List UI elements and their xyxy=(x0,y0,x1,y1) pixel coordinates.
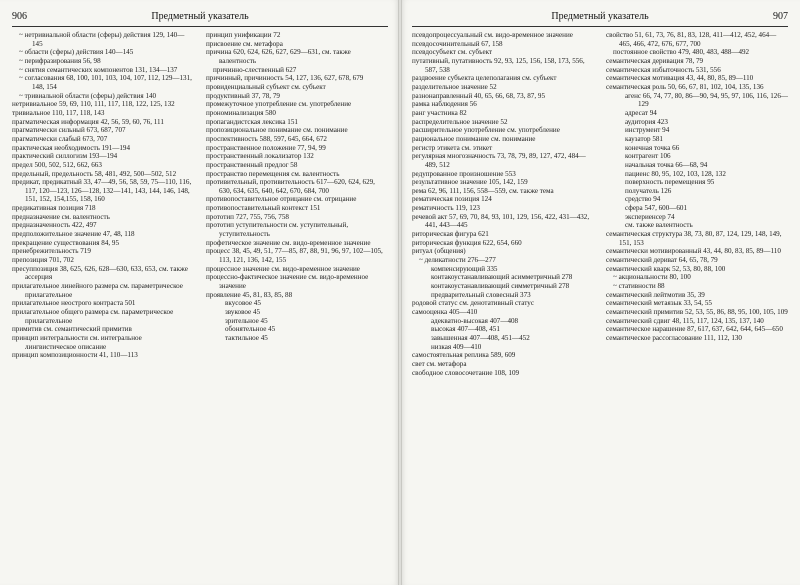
index-entry: поверхность перемещения 95 xyxy=(625,178,715,187)
index-entry: пространственный локализатор 132 xyxy=(206,152,314,161)
right-page-number: 907 xyxy=(773,11,788,22)
index-entry: пропозициональное понимание см. понимание xyxy=(206,126,348,135)
index-entry: прагматически слабый 673, 707 xyxy=(12,134,108,143)
index-entry: пренебрежительность 719 xyxy=(12,247,91,256)
index-entry: адресат 94 xyxy=(625,108,657,117)
index-entry: семантическая деривация 78, 79 xyxy=(606,56,704,65)
index-entry: инструмент 94 xyxy=(625,126,670,135)
index-entry: завышенная 407—408, 451—452 xyxy=(431,333,530,342)
index-entry: промежуточное употребление см. употребление xyxy=(206,100,352,109)
index-entry: ~ области (сферы) действия 140—145 xyxy=(19,48,134,57)
index-entry: предназначение см. валентность xyxy=(12,212,110,221)
index-entry: прономинализация 580 xyxy=(206,108,276,117)
index-entry: предикативная позиция 718 xyxy=(12,204,96,213)
index-entry: риторическая фигура 621 xyxy=(412,230,489,239)
index-entry: ~ стативности 88 xyxy=(613,282,665,291)
right-page-columns xyxy=(412,31,788,377)
index-entry: прототип 727, 755, 756, 758 xyxy=(206,212,289,221)
index-entry: предположительное значение 47, 48, 118 xyxy=(12,230,135,239)
index-entry: начальная точка 66—68, 94 xyxy=(625,160,708,169)
index-entry: противопоставительный контекст 151 xyxy=(206,204,321,213)
index-entry: распределительное значение 52 xyxy=(412,117,508,126)
index-entry: результативное значение 105, 142, 159 xyxy=(412,178,528,187)
index-entry: причинно-слественный 627 xyxy=(213,65,297,74)
index-entry: семантический дериват 64, 65, 78, 79 xyxy=(606,256,718,265)
index-entry: свободное словосочетание 108, 109 xyxy=(412,368,520,377)
left-column-1 xyxy=(12,31,194,360)
index-entry: ~ нетривиальной области (сферы) действия 129, 140—145 xyxy=(19,31,185,48)
index-entry: семантически мотивированный 43, 44, 80, 83, 85, 89—110 xyxy=(606,247,781,256)
index-entry: прилагательное общего размера см. параметрическое прилагательное xyxy=(12,308,174,325)
index-entry: контакоустанавливающий асимметричный 278 xyxy=(431,273,573,282)
index-entry: регистр этикета см. этикет xyxy=(412,143,493,152)
index-entry: семантический кварк 52, 53, 80, 88, 100 xyxy=(606,264,726,273)
index-entry: проспективность 588, 597, 645, 664, 672 xyxy=(206,134,327,143)
index-entry: экспериенсер 74 xyxy=(625,212,675,221)
index-entry: вкусовое 45 xyxy=(225,299,261,308)
index-entry: самооценка 405—410 xyxy=(412,308,478,316)
right-page-header xyxy=(412,8,788,27)
index-entry: получатель 126 xyxy=(625,186,672,195)
index-entry: практический силлогизм 193—194 xyxy=(12,152,118,161)
index-entry: причина 620, 624, 626, 627, 629—631, см. также валентность xyxy=(206,48,351,65)
index-entry: разделительное значение 52 xyxy=(412,82,497,91)
index-entry: путативный, путативность 92, 93, 125, 156, 158, 173, 556, 587, 538 xyxy=(412,56,585,74)
index-entry: адекватно-высокая 407—408 xyxy=(431,316,519,325)
index-entry: принцип интегральности см. интегральное лингвистическое описание xyxy=(12,333,142,351)
index-entry: принцип унификации 72 xyxy=(206,31,281,39)
index-entry: предельный, предельность 58, 481, 492, 500—502, 512 xyxy=(12,169,177,178)
index-entry: семантическое нарашение 87, 617, 637, 642, 644, 645—650 xyxy=(606,325,783,334)
index-entry: зрительное 45 xyxy=(225,316,268,325)
index-entry: прагматическая информация 42, 56, 59, 60, 76, 111 xyxy=(12,117,164,126)
index-entry: ~ акциональности 80, 100 xyxy=(613,273,691,282)
index-entry: семантическая избыточность 531, 556 xyxy=(606,65,721,74)
index-entry: обонятельное 45 xyxy=(225,325,276,334)
index-entry: редупрованное произношение 553 xyxy=(412,169,516,178)
index-entry: предназначенность 422, 497 xyxy=(12,221,97,230)
index-entry: присвоение см. метафора xyxy=(206,39,283,48)
index-entry: семантическая роль 50, 66, 67, 81, 102, 104, 135, 136 xyxy=(606,82,764,91)
book-gutter xyxy=(398,0,402,585)
index-entry: расширительное употребление см. употребление xyxy=(412,126,560,135)
index-entry: семантический сдвиг 48, 115, 117, 124, 135, 137, 140 xyxy=(606,316,764,325)
index-entry: речевой акт 57, 69, 70, 84, 93, 101, 129, 156, 422, 431—432, 441, 443—445 xyxy=(412,212,590,230)
left-page-columns xyxy=(12,31,388,360)
index-entry: противопоставительное отрицание см. отрицание xyxy=(206,195,357,204)
index-entry: пропагандистская лексика 151 xyxy=(206,117,298,126)
index-entry: провиденциальный субъект см. субъект xyxy=(206,82,326,91)
index-entry: псевдосубъект см. субъект xyxy=(412,48,493,57)
index-entry: семантический примитив 52, 53, 55, 86, 88, 95, 100, 105, 109 xyxy=(606,308,788,316)
index-entry: проявление 45, 81, 83, 85, 88 xyxy=(206,290,293,299)
index-entry: регулярная многозначность 73, 78, 79, 89, 127, 472, 484—489, 512 xyxy=(412,152,586,169)
index-entry: рациональное понимание см. понимание xyxy=(412,134,536,143)
index-entry: семантическая мотивация 43, 44, 80, 85, 89—110 xyxy=(606,74,754,83)
index-entry: агенс 66, 74, 77, 80, 86—90, 94, 95, 97, 106, 116, 126—129 xyxy=(625,91,788,109)
index-entry: звуковое 45 xyxy=(225,308,261,316)
index-entry: свойство 51, 61, 73, 76, 81, 83, 128, 411—412, 452, 464—465, 466, 472, 676, 677, 700 xyxy=(606,31,777,48)
index-entry: причинный, причинность 54, 127, 136, 627, 678, 679 xyxy=(206,74,364,83)
index-entry: раздвоение субъекта целеполагания см. субъект xyxy=(412,74,557,83)
right-page xyxy=(400,0,800,585)
index-entry: процессно-фактическое значение см. видо-временное значение xyxy=(206,273,369,291)
index-entry: продуктивный 37, 78, 79 xyxy=(206,91,280,100)
index-entry: семантическая структура 38, 73, 80, 87, 124, 129, 148, 149, 151, 153 xyxy=(606,230,782,247)
index-entry: препозиция 701, 702 xyxy=(12,256,74,265)
index-entry: семантический метаязык 33, 54, 55 xyxy=(606,299,712,308)
index-entry: рематичность 119, 123 xyxy=(412,204,480,213)
index-entry: контакоустанавливающий симметричный 278 xyxy=(431,282,570,291)
index-entry: компенсирующий 335 xyxy=(431,264,498,273)
index-entry: пространственный предлог 58 xyxy=(206,160,298,169)
index-entry: тривиальное 110, 117, 118, 143 xyxy=(12,108,105,117)
right-page-title: Предметный указатель xyxy=(551,11,649,22)
index-entry: пациенс 80, 95, 102, 103, 128, 132 xyxy=(625,169,726,178)
left-page-number: 906 xyxy=(12,11,27,22)
index-entry: конечная точка 66 xyxy=(625,143,680,152)
index-entry: семантический лейтмотив 35, 39 xyxy=(606,290,705,299)
index-entry: рамка наблюдения 56 xyxy=(412,100,477,109)
index-entry: псевдосочинительный 67, 158 xyxy=(412,39,503,48)
index-entry: высокая 407—408, 451 xyxy=(431,325,500,334)
index-entry: ~ согласования 68, 100, 101, 103, 104, 107, 112, 129—131, 148, 154 xyxy=(19,74,192,91)
index-entry: прилагательное неострого контраста 501 xyxy=(12,299,136,308)
index-entry: пространство перемещения см. валентность xyxy=(206,169,340,178)
index-entry: практическая необходимость 191—194 xyxy=(12,143,131,152)
index-entry: ~ тривиальной области (сферы) действия 140 xyxy=(19,91,157,100)
index-entry: риторическая функция 622, 654, 660 xyxy=(412,238,522,247)
index-entry: нетривиальное 59, 69, 110, 111, 117, 118, 122, 125, 132 xyxy=(12,100,175,109)
index-entry: средство 94 xyxy=(625,195,661,204)
index-entry: контрагент 106 xyxy=(625,152,671,161)
index-entry: ритуал (общения) xyxy=(412,247,466,256)
index-entry: низкая 409—410 xyxy=(431,342,482,351)
index-entry: постоянное свойство 479, 480, 483, 488—492 xyxy=(613,48,750,57)
index-entry: рема 62, 96, 111, 156, 558—559, см. также тема xyxy=(412,186,554,195)
right-column-2 xyxy=(606,31,788,377)
left-column-2 xyxy=(206,31,388,360)
index-entry: предварительный словесный 373 xyxy=(431,290,531,299)
left-page-title: Предметный указатель xyxy=(151,11,249,22)
index-entry: семантическое рассогласование 111, 112, 130 xyxy=(606,333,742,342)
index-entry: тактильное 45 xyxy=(225,333,268,342)
index-entry: прототип уступительности см. уступительный, уступительность xyxy=(206,221,349,239)
index-entry: ~ перифразирования 56, 98 xyxy=(19,56,101,65)
right-column-1 xyxy=(412,31,594,377)
index-entry: аудитория 423 xyxy=(625,117,668,126)
index-entry: процессное значение см. видо-временное значение xyxy=(206,264,360,273)
index-entry: пресуппозиция 38, 625, 626, 628—630, 633, 653, см. также ассерция xyxy=(12,264,188,282)
index-entry: ~ снятия семантических компонентов 131, 134—137 xyxy=(19,65,178,74)
index-entry: сфера 547, 600—601 xyxy=(625,204,688,213)
index-entry: рематическая позиция 124 xyxy=(412,195,492,204)
index-entry: см. также валентность xyxy=(625,221,693,230)
left-page-header xyxy=(12,8,388,27)
index-entry: предел 500, 502, 512, 662, 663 xyxy=(12,160,102,169)
index-entry: прекращение существования 84, 95 xyxy=(12,238,120,247)
index-entry: противительный, противительность 617—620, 624, 629, 630, 634, 635, 640, 642, 670, 684, 700 xyxy=(206,178,375,195)
index-entry: самостоятельная реплика 589, 609 xyxy=(412,351,516,360)
index-entry: принцип композиционности 41, 110—113 xyxy=(12,351,138,360)
index-entry: каузатор 581 xyxy=(625,134,663,143)
index-entry: процесс 38, 45, 49, 51, 77—85, 87, 88, 91, 96, 97, 102—105, 113, 121, 136, 142, 155 xyxy=(206,247,383,265)
index-entry: псевдопроцессуальный см. видо-временное значение xyxy=(412,31,573,39)
index-entry: прилагательное линейного размера см. параметрическое прилагательное xyxy=(12,282,183,299)
index-entry: пространственное положение 77, 94, 99 xyxy=(206,143,326,152)
index-entry: ранг участника 82 xyxy=(412,108,467,117)
index-entry: разнонаправленный 40, 65, 66, 68, 73, 87, 95 xyxy=(412,91,545,100)
index-entry: примитив см. семантический примитив xyxy=(12,325,132,334)
index-entry: профетическое значение см. видо-временное значение xyxy=(206,238,371,247)
index-entry: ~ деликатности 276—277 xyxy=(419,256,496,265)
index-entry: прагматически сильный 673, 687, 707 xyxy=(12,126,126,135)
index-entry: предикат, предикатный 33, 47—49, 56, 58, 59, 75—110, 116, 117, 120—123, 126—128, 132—141, 143, 144, 146, 148, 151, 152, 154,155, 158, 160 xyxy=(12,178,192,204)
index-entry: родовой статус см. денотативный статус xyxy=(412,299,534,308)
index-entry: свет см. метафора xyxy=(412,359,467,368)
